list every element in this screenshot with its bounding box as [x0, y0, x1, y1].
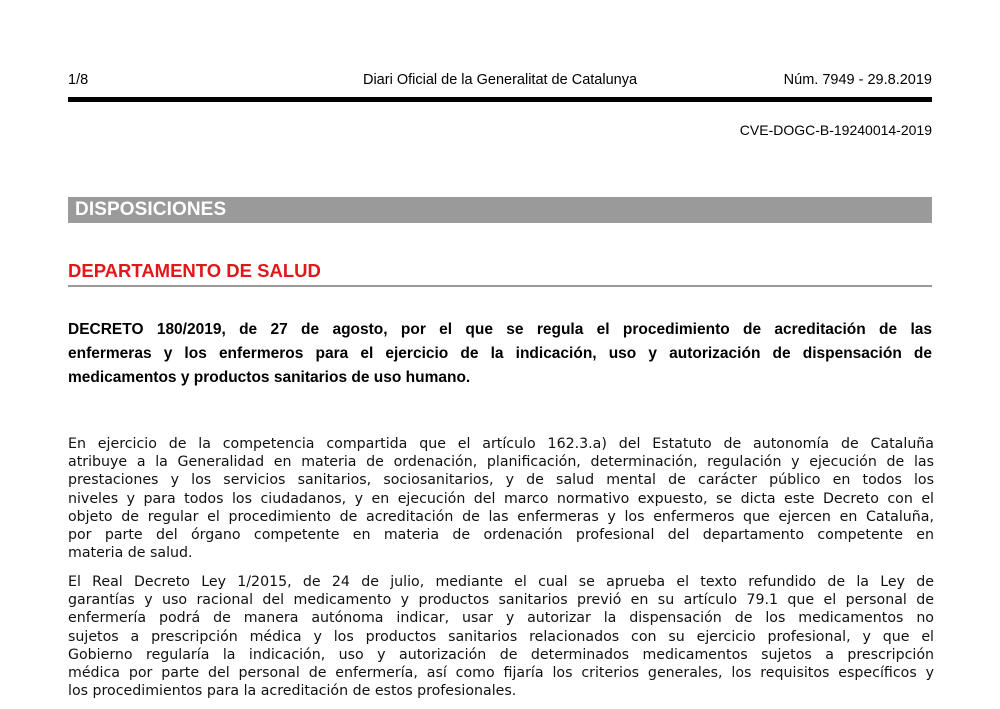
header-rule — [68, 97, 932, 102]
issue-number-date: Núm. 7949 - 29.8.2019 — [783, 72, 932, 88]
paragraph-line: garantías y uso racional del medicamento y productos sanitarios previó en su artículo 79.1 que el personal de — [68, 592, 934, 609]
paragraph-line: En ejercicio de la competencia compartida que el artículo 162.3.a) del Estatuto de autonomía de Cataluña — [68, 436, 934, 452]
department-title: DEPARTAMENTO DE SALUD — [68, 260, 321, 281]
page-indicator: 1/8 — [68, 72, 89, 88]
paragraph-line: por parte del órgano competente en materia de ordenación profesional del departamento competente en — [68, 527, 934, 544]
paragraph-line: médica por parte del personal de enfermería, así como fijaría los criterios generales, los requisitos específicos y — [68, 665, 934, 682]
page-header — [68, 72, 932, 92]
paragraph-line: Gobierno regularía la indicación, uso y autorización de determinados medicamentos sujetos a prescripción — [68, 646, 934, 663]
paragraph-line: enfermería podrá de manera autónoma indicar, usar y autorizar la dispensación de los medicamentos no — [68, 610, 934, 627]
paragraph-line: El Real Decreto Ley 1/2015, de 24 de julio, mediante el cual se aprueba el texto refundido de la Ley de — [68, 574, 934, 590]
decree-title — [68, 318, 932, 390]
paragraph-line: prestaciones y los servicios sanitarios, sociosanitarios, y de salud mental de carácter público en todos los — [68, 472, 934, 489]
paragraph-line: niveles y para todos los ciudadanos, y en ejecución del marco normativo expuesto, se dicta este Decreto con el — [68, 490, 934, 507]
paragraph-line: materia de salud. — [68, 545, 193, 562]
decree-title-line: medicamentos y productos sanitarios de uso humano. — [68, 369, 471, 386]
journal-name: Diari Oficial de la Generalitat de Catalunya — [362, 72, 638, 88]
paragraph-line: objeto de regular el procedimiento de acreditación de las enfermeras y los enfermeros que ejercen en Cataluña, — [68, 508, 934, 525]
body-paragraph-1 — [68, 435, 934, 562]
body-paragraph-2 — [68, 573, 934, 700]
paragraph-line: sujetos a prescripción médica y los productos sanitarios relacionados con su ejercicio profesional, y que el — [68, 628, 934, 645]
paragraph-line: atribuye a la Generalidad en materia de ordenación, planificación, determinación, regulación y ejecución de las — [68, 454, 934, 471]
decree-title-line: enfermeras y los enfermeros para el ejercicio de la indicación, uso y autorización de dispensación de — [68, 345, 932, 362]
section-banner — [68, 197, 932, 223]
cve-identifier: CVE-DOGC-B-19240014-2019 — [739, 122, 932, 138]
department-rule — [68, 285, 932, 287]
section-title: DISPOSICIONES — [75, 199, 227, 220]
decree-title-line: DECRETO 180/2019, de 27 de agosto, por el que se regula el procedimiento de acreditación de las — [68, 321, 932, 338]
paragraph-line: los procedimientos para la acreditación de estos profesionales. — [68, 683, 517, 700]
